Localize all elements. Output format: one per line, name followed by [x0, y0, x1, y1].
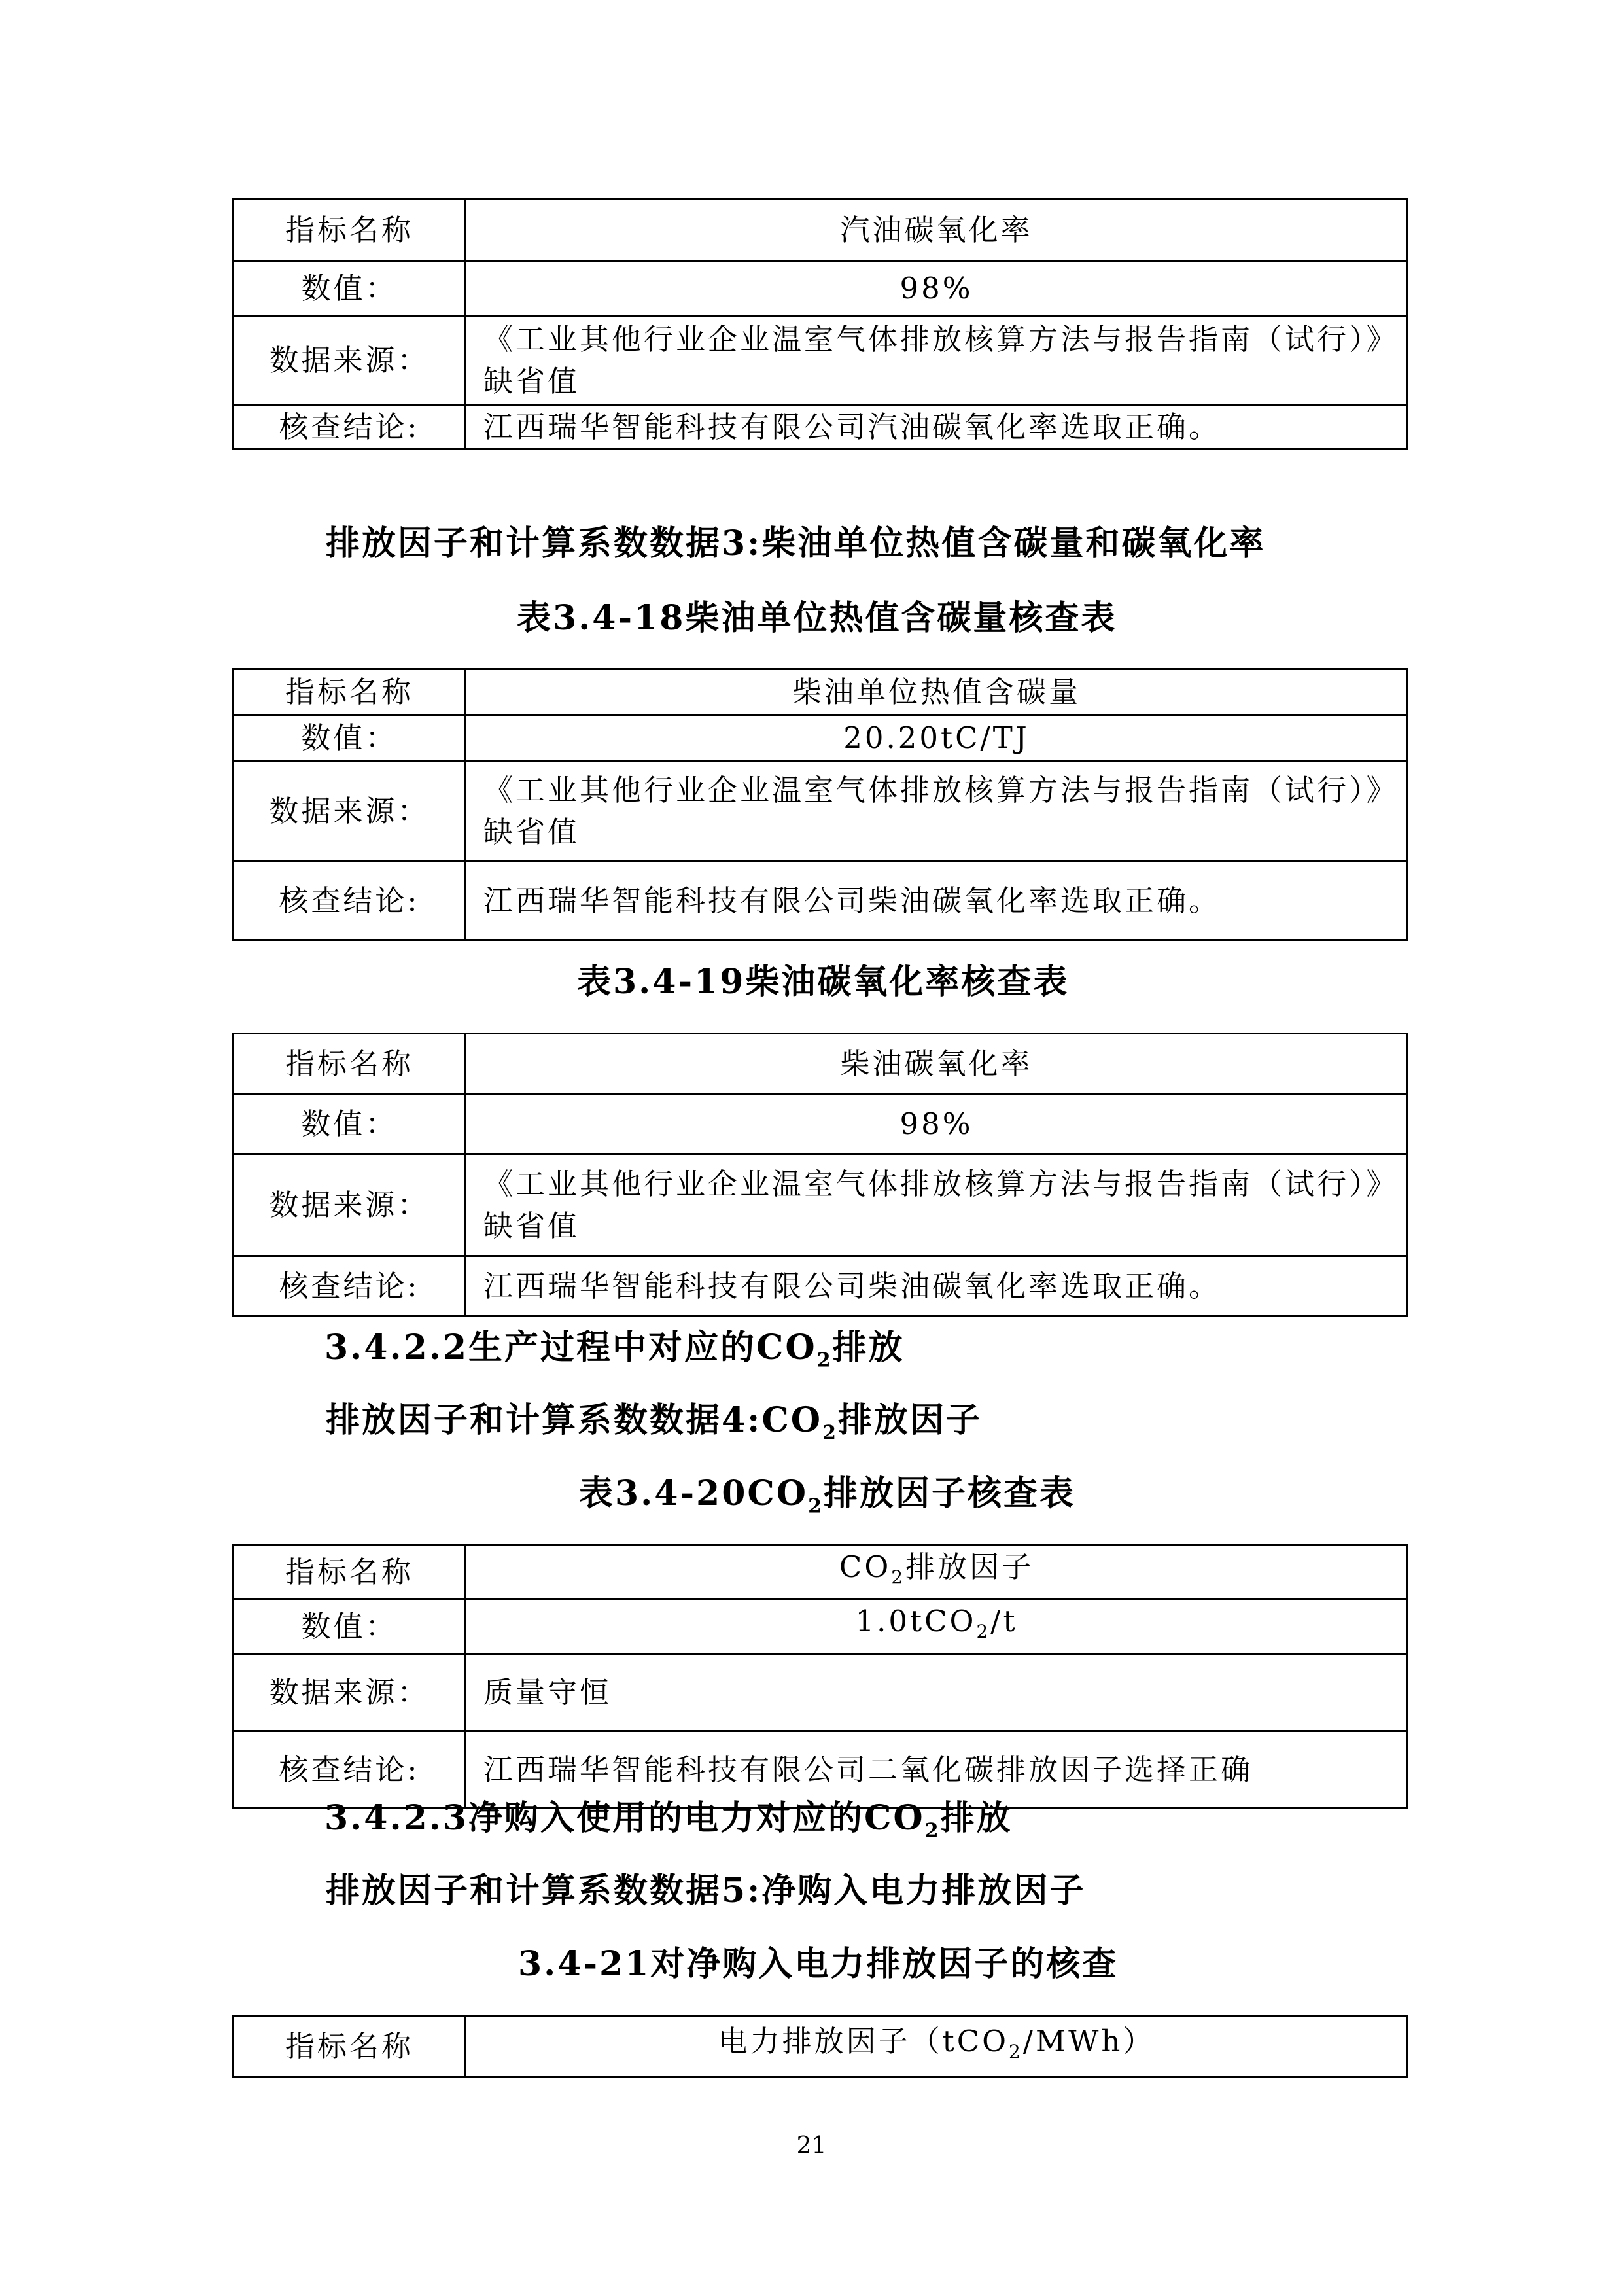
- table-row: [234, 316, 1408, 405]
- value-text: 排放因子: [905, 1549, 1034, 1584]
- table-row: [234, 761, 1408, 862]
- row-value: 《工业其他行业企业温室气体排放核算方法与报告指南（试行）》缺省值: [466, 761, 1408, 862]
- table-row: [234, 669, 1408, 715]
- table-caption: 3.4-21对净购入电力排放因子的核查: [518, 1944, 1119, 1984]
- heading-text: 排放: [832, 1328, 905, 1368]
- row-value: 江西瑞华智能科技有限公司柴油碳氧化率选取正确。: [466, 862, 1408, 940]
- subscript: 2: [808, 1494, 824, 1518]
- row-key: 指标名称: [234, 1034, 466, 1094]
- value-text: /t: [990, 1604, 1018, 1638]
- row-key: 数值：: [234, 715, 466, 761]
- table-caption: [579, 1471, 1075, 1529]
- diesel-oxidation-table: [232, 1033, 1408, 1317]
- heading-text: 排放: [940, 1798, 1013, 1838]
- heading-text: 3.4.2.2生产过程中对应的CO: [324, 1328, 817, 1368]
- table-row: [234, 1654, 1408, 1731]
- row-value: [466, 1600, 1408, 1654]
- subsection-heading: [324, 1325, 905, 1383]
- table-row: [234, 1545, 1408, 1600]
- row-value: 汽油碳氧化率: [466, 200, 1408, 261]
- table-caption: 表3.4-19柴油碳氧化率核查表: [577, 962, 1070, 1002]
- table-row: [234, 862, 1408, 940]
- section-heading: [326, 1398, 982, 1456]
- row-key: 数据来源：: [234, 761, 466, 862]
- row-value: 柴油碳氧化率: [466, 1034, 1408, 1094]
- row-key: 数值：: [234, 1600, 466, 1654]
- row-key: 数据来源：: [234, 1654, 466, 1731]
- diesel-carbon-content-table: [232, 668, 1408, 941]
- table-row: [234, 715, 1408, 761]
- row-key: 数据来源：: [234, 316, 466, 405]
- table-row: [234, 200, 1408, 261]
- row-value: [466, 1545, 1408, 1600]
- gasoline-oxidation-table: [232, 198, 1408, 450]
- row-value: 《工业其他行业企业温室气体排放核算方法与报告指南（试行）》缺省值: [466, 1154, 1408, 1256]
- row-key: 数据来源：: [234, 1154, 466, 1256]
- subscript: 2: [822, 1421, 838, 1445]
- page-number: 21: [796, 2132, 827, 2159]
- co2-emission-factor-table: [232, 1544, 1408, 1809]
- table-row: [234, 2016, 1408, 2077]
- value-text: CO: [839, 1549, 892, 1584]
- row-value: 98%: [466, 261, 1408, 316]
- heading-text: 排放因子和计算系数数据4:CO: [326, 1400, 823, 1440]
- table-row: [234, 1256, 1408, 1316]
- section-heading: 排放因子和计算系数数据5:净购入电力排放因子: [326, 1871, 1086, 1911]
- value-text: /MWh）: [1022, 2023, 1155, 2058]
- value-text: 1.0tCO: [855, 1604, 977, 1638]
- table-row: [234, 261, 1408, 316]
- heading-text: 3.4.2.3净购入使用的电力对应的CO: [324, 1798, 925, 1838]
- row-value: 江西瑞华智能科技有限公司二氧化碳排放因子选择正确: [466, 1731, 1408, 1809]
- subscript: 2: [1009, 2040, 1023, 2062]
- row-key: 核查结论:: [234, 1731, 466, 1809]
- row-value: 柴油单位热值含碳量: [466, 669, 1408, 715]
- subscript: 2: [924, 1819, 941, 1843]
- row-key: 数值：: [234, 261, 466, 316]
- electricity-emission-factor-table: [232, 2015, 1408, 2078]
- subscript: 2: [976, 1621, 991, 1642]
- heading-text: 排放因子: [837, 1400, 982, 1440]
- section-heading: 排放因子和计算系数数据3:柴油单位热值含碳量和碳氧化率: [326, 523, 1266, 563]
- row-key: 核查结论:: [234, 405, 466, 450]
- row-value: 98%: [466, 1094, 1408, 1154]
- table-row: [234, 1034, 1408, 1094]
- row-key: 指标名称: [234, 2016, 466, 2077]
- row-value: 质量守恒: [466, 1654, 1408, 1731]
- heading-text: 排放因子核查表: [823, 1474, 1075, 1513]
- row-value: 江西瑞华智能科技有限公司柴油碳氧化率选取正确。: [466, 1256, 1408, 1316]
- row-key: 数值：: [234, 1094, 466, 1154]
- row-key: 核查结论:: [234, 862, 466, 940]
- table-row: [234, 1600, 1408, 1654]
- subscript: 2: [891, 1566, 906, 1588]
- row-value: 《工业其他行业企业温室气体排放核算方法与报告指南（试行）》缺省值: [466, 316, 1408, 405]
- row-key: 指标名称: [234, 1545, 466, 1600]
- table-caption: 表3.4-18柴油单位热值含碳量核查表: [517, 598, 1117, 638]
- table-row: [234, 405, 1408, 450]
- value-text: 电力排放因子（tCO: [718, 2023, 1009, 2058]
- row-key: 核查结论:: [234, 1256, 466, 1316]
- row-key: 指标名称: [234, 669, 466, 715]
- table-row: [234, 1094, 1408, 1154]
- subsection-heading: [324, 1795, 1013, 1854]
- table-row: [234, 1154, 1408, 1256]
- row-key: 指标名称: [234, 200, 466, 261]
- row-value: [466, 2016, 1408, 2077]
- row-value: 20.20tC/TJ: [466, 715, 1408, 761]
- row-value: 江西瑞华智能科技有限公司汽油碳氧化率选取正确。: [466, 405, 1408, 450]
- heading-text: 表3.4-20CO: [579, 1474, 809, 1513]
- subscript: 2: [816, 1349, 833, 1372]
